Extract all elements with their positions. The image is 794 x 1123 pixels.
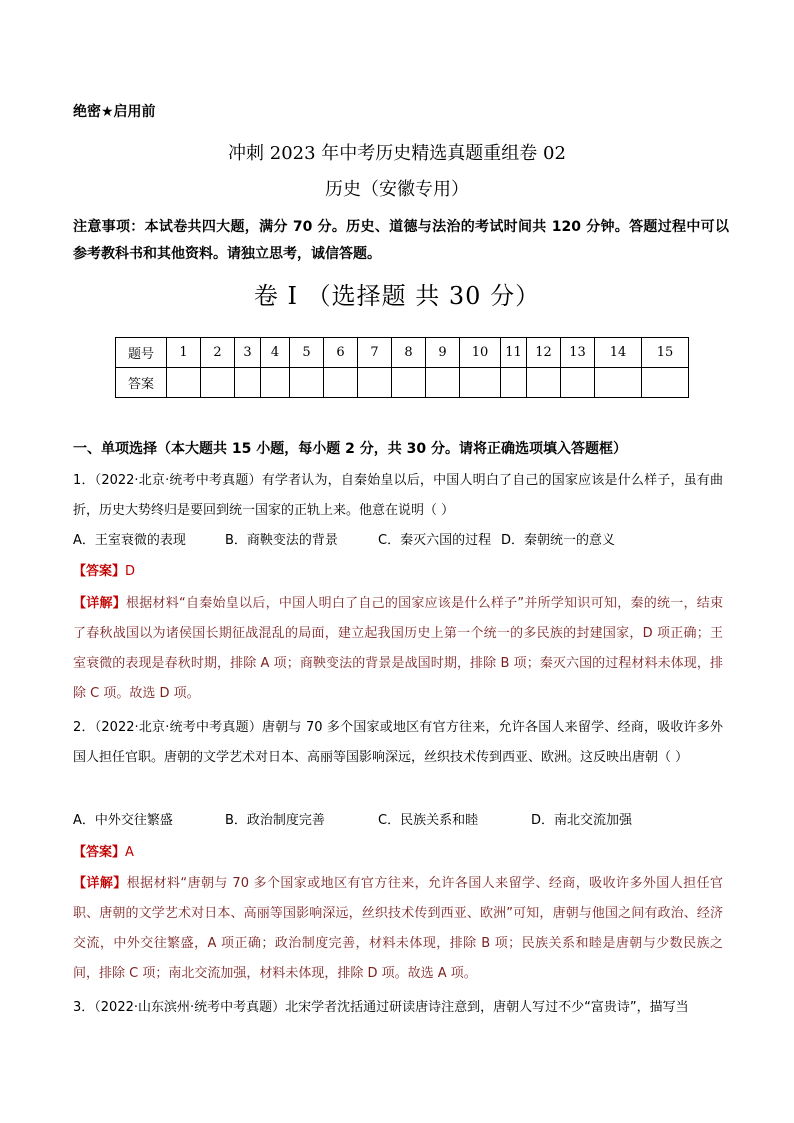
question-number-cell: 5 [290, 338, 324, 368]
answer-cell[interactable] [290, 368, 324, 398]
answer-table-answer-row [116, 368, 689, 398]
answer-cell[interactable] [595, 368, 642, 398]
explain-tag: 【详解】 [73, 596, 127, 611]
answer-cell[interactable] [501, 368, 527, 398]
question-number-cell: 15 [642, 338, 689, 368]
question-number-cell: 7 [358, 338, 392, 368]
answer-cell[interactable] [235, 368, 261, 398]
answer-cell[interactable] [167, 368, 201, 398]
question-1-answer [73, 557, 135, 587]
question-number-cell: 11 [501, 338, 527, 368]
answer-table-header-row [116, 338, 689, 368]
exam-title: 冲刺 2023 年中考历史精选真题重组卷 02 [228, 143, 566, 164]
question-3-stem: 3．（2022·山东滨州·统考中考真题）北宋学者沈括通过研读唐诗注意到，唐朝人写过不少“富贵诗”，描写当 [73, 1000, 689, 1015]
answer-table [115, 337, 689, 398]
question-2-stem: 2．（2022·北京·统考中考真题）唐朝与 70 多个国家或地区有官方往来，允许各国人来留学、经商，吸收许多外国人担任官职。唐朝的文学艺术对日本、高丽等国影响深远，丝织技术传到西亚、欧洲。这反映出唐朝（ ） [73, 720, 723, 765]
option-a: A．中外交往繁盛 [73, 813, 173, 828]
answer-value: A [125, 845, 134, 860]
answer-tag: 【答案】 [73, 564, 126, 579]
question-number-cell: 6 [324, 338, 358, 368]
answer-cell[interactable] [201, 368, 235, 398]
answer-value: D [125, 564, 136, 579]
option-d: D．秦朝统一的意义 [501, 533, 616, 548]
question-number-cell: 10 [460, 338, 501, 368]
answer-cell[interactable] [392, 368, 426, 398]
question-number-cell: 4 [261, 338, 290, 368]
answer-cell[interactable] [460, 368, 501, 398]
question-1-stem: 1．（2022·北京·统考中考真题）有学者认为，自秦始皇以后，中国人明白了自己的国家应该是什么样子，虽有曲折，历史大势终归是要回到统一国家的正轨上来。他意在说明（ ） [73, 473, 723, 518]
question-number-cell: 9 [426, 338, 460, 368]
option-b: B．政治制度完善 [225, 813, 325, 828]
option-d: D．南北交流加强 [531, 813, 633, 828]
question-2-options [73, 806, 723, 836]
question-2-explanation [73, 869, 723, 989]
exam-notice: 注意事项：本试卷共四大题，满分 70 分。历史、道德与法治的考试时间共 120 分钟。答题过程中可以参考教科书和其他资料。请独立思考，诚信答题。 [73, 219, 729, 262]
question-1-options [73, 526, 723, 556]
question-number-cell: 2 [201, 338, 235, 368]
part-title: 一、单项选择（本大题共 15 小题，每小题 2 分，共 30 分。请将正确选项填入答题框） [73, 441, 627, 457]
question-number-cell: 3 [235, 338, 261, 368]
answer-tag: 【答案】 [73, 845, 126, 860]
row-label-answer: 答案 [116, 368, 167, 398]
answer-cell[interactable] [261, 368, 290, 398]
question-number-cell: 13 [561, 338, 595, 368]
question-number-cell: 14 [595, 338, 642, 368]
answer-cell[interactable] [324, 368, 358, 398]
exam-subtitle: 历史（安徽专用） [325, 179, 469, 200]
explain-text: 根据材料“自秦始皇以后，中国人明白了自己的国家应该是什么样子”并所学知识可知，秦的统一，结束了春秋战国以为诸侯国长期征战混乱的局面，建立起我国历史上第一个统一的多民族的封建国家，D 项正确；王室衰微的表现是春秋时期，排除 A 项；商鞅变法的背景是战国时期，排除 B 项；秦灭六国的过程材料未体现，排除 C 项。故选 D 项。 [73, 596, 723, 701]
answer-cell[interactable] [358, 368, 392, 398]
row-label-number: 题号 [116, 338, 167, 368]
option-c: C．民族关系和睦 [378, 813, 479, 828]
explain-tag: 【详解】 [73, 876, 127, 891]
question-number-cell: 12 [527, 338, 561, 368]
option-b: B．商鞅变法的背景 [225, 533, 338, 548]
option-c: C．秦灭六国的过程 [378, 533, 492, 548]
explain-text: 根据材料“唐朝与 70 多个国家或地区有官方往来，允许各国人来留学、经商，吸收许多外国人担任官职、唐朝的文学艺术对日本、高丽等国影响深远，丝织技术传到西亚、欧洲”可知，唐朝与他国之间有政治、经济交流，中外交往繁盛，A 项正确；政治制度完善，材料未体现，排除 B 项；民族关系和睦是唐朝与少数民族之间，排除 C 项；南北交流加强，材料未体现，排除 D 项。故选 A 项。 [73, 876, 723, 981]
answer-cell[interactable] [642, 368, 689, 398]
section-title: 卷 I （选择题 共 30 分） [253, 282, 541, 310]
confidential-label: 绝密★启用前 [73, 104, 156, 120]
question-2-answer [73, 838, 134, 868]
question-1-explanation [73, 589, 723, 709]
answer-cell[interactable] [426, 368, 460, 398]
answer-cell[interactable] [561, 368, 595, 398]
question-number-cell: 1 [167, 338, 201, 368]
answer-cell[interactable] [527, 368, 561, 398]
question-number-cell: 8 [392, 338, 426, 368]
option-a: A．王室衰微的表现 [73, 533, 186, 548]
